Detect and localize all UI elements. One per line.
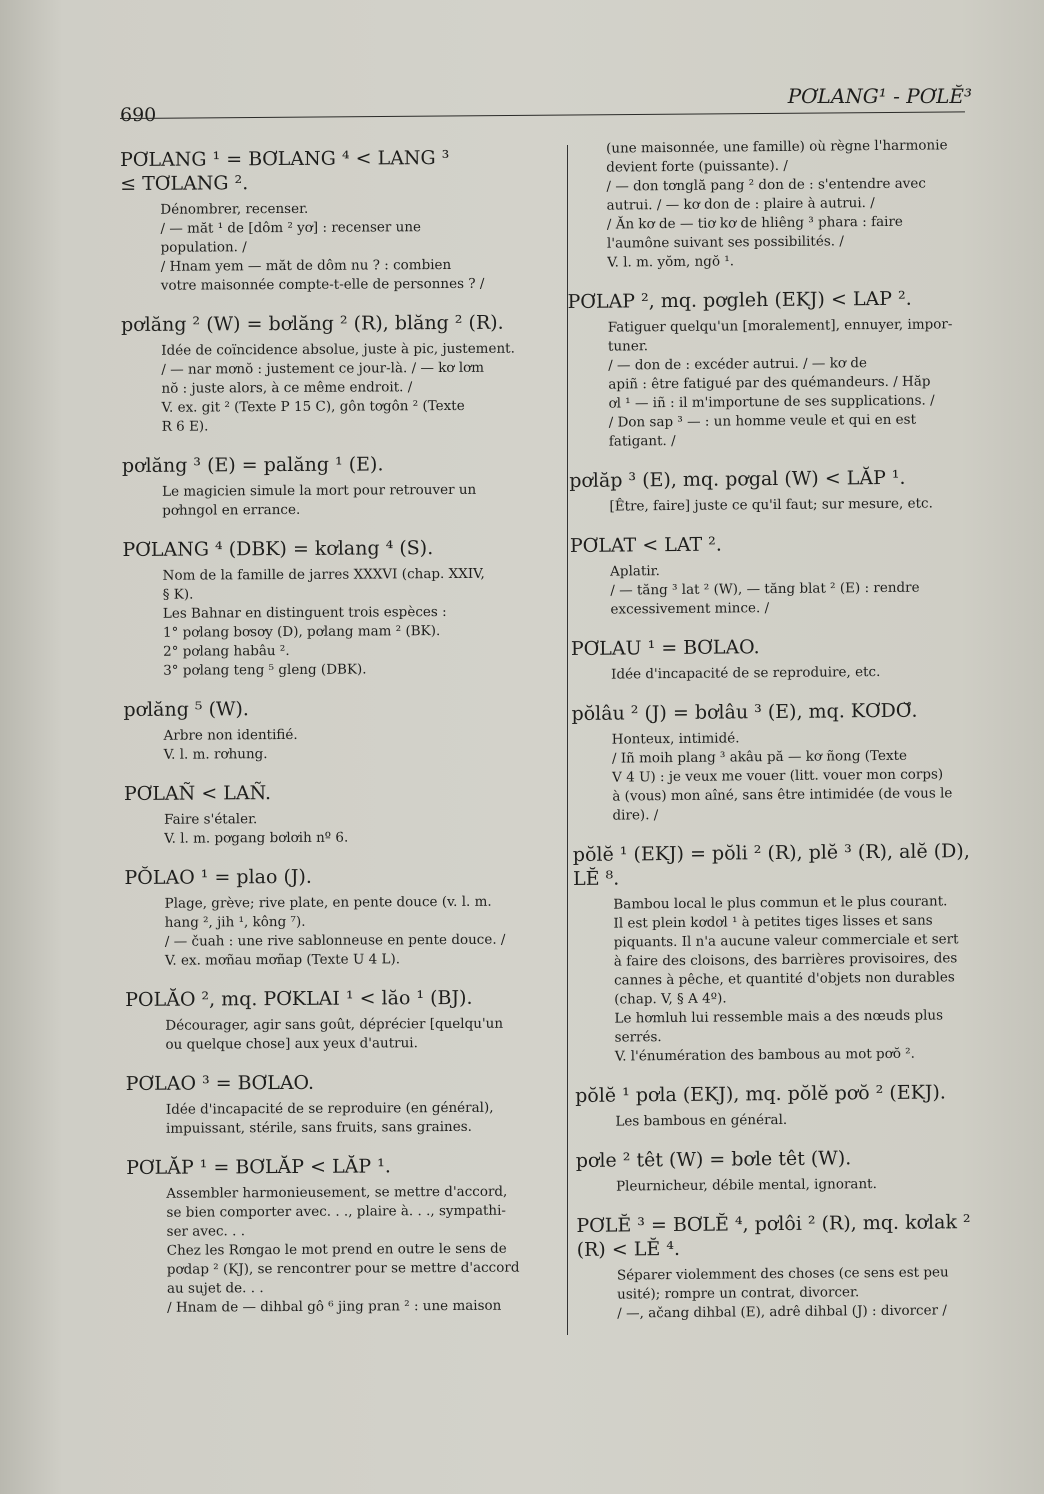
definition-line: / — măt ¹ de [dôm ² yơ] : recenser une bbox=[160, 219, 422, 237]
definition-line: Idée de coïncidence absolue, juste à pic, justement. bbox=[161, 340, 515, 359]
entry-definition bbox=[124, 808, 554, 849]
entry-definition bbox=[121, 339, 552, 437]
definition-line: l'aumône suivant ses possibilités. / bbox=[606, 233, 844, 252]
definition-line: population. / bbox=[160, 239, 247, 256]
definition-line: V 4 U) : je veux me vouer (litt. vouer mon corps) bbox=[612, 766, 944, 786]
entry-definition bbox=[573, 892, 979, 1067]
dictionary-entry bbox=[120, 145, 551, 296]
dictionary-entry bbox=[573, 839, 979, 1067]
headword-line: LĔ ⁸. bbox=[572, 867, 620, 890]
entry-headword bbox=[120, 145, 550, 196]
entry-definition bbox=[123, 564, 554, 681]
definition-line: V. l'énumération des bambous au mot pơŏ ². bbox=[614, 1045, 915, 1065]
definition-line: piquants. Il n'a aucune valeur commerciale et sert bbox=[613, 931, 959, 951]
headword-line: pŏlĕ ¹ (EKJ) = pŏli ² (R), plĕ ³ (R), alĕ (D), bbox=[572, 840, 970, 866]
dictionary-entry bbox=[124, 863, 555, 971]
definition-line: 2° pơlang habâu ². bbox=[163, 642, 290, 660]
headword-line: pơlăp ³ (E), mq. pơgal (W) < LĂP ¹. bbox=[569, 466, 906, 492]
definition-line: Plage, grève; rive plate, en pente douce (v. l. m. bbox=[164, 893, 492, 912]
definition-line: / Ăn kơ de — tiơ kơ de hliêng ³ phara : faire bbox=[606, 213, 903, 233]
definition-line: usité); rompre un contrat, divorcer. bbox=[617, 1284, 860, 1303]
definition-line: 3° pơlang teng ⁵ gleng (DBK). bbox=[163, 661, 367, 679]
definition-line: (une maisonnée, une famille) où règne l'harmonie bbox=[606, 137, 948, 157]
definition-line: Pleurnicheur, débile mental, ignorant. bbox=[615, 1176, 877, 1195]
definition-line: cannes à pêche, et quantité d'objets non durables bbox=[613, 969, 955, 989]
headword-line: PƠLANG ¹ = BƠLANG ⁴ < LANG ³ bbox=[120, 146, 450, 171]
dictionary-entry bbox=[576, 1145, 980, 1197]
dictionary-entry bbox=[121, 310, 552, 437]
entry-headword bbox=[126, 1153, 556, 1180]
definition-line: devient forte (puissante). / bbox=[606, 157, 788, 176]
entry-headword bbox=[571, 633, 975, 661]
definition-line: V. l. m. yŏm, ngŏ ¹. bbox=[607, 253, 735, 271]
headword-line: PƠLAO ³ = BƠLAO. bbox=[125, 1071, 315, 1095]
definition-line: Aplatir. bbox=[610, 563, 660, 580]
headword-line: PƠLAU ¹ = BƠLAO. bbox=[570, 636, 760, 660]
entry-definition bbox=[125, 1014, 555, 1055]
entry-headword bbox=[569, 465, 973, 493]
right-column bbox=[566, 136, 982, 1341]
entry-definition bbox=[126, 1098, 556, 1139]
entry-headword bbox=[575, 1080, 979, 1108]
headword-line: (R) < LĔ ⁴. bbox=[576, 1237, 681, 1261]
entry-headword bbox=[571, 698, 975, 726]
headword-line: PƠLAÑ < LAÑ. bbox=[123, 782, 272, 805]
definition-line: Assembler harmonieusement, se mettre d'accord, bbox=[166, 1183, 508, 1202]
left-column bbox=[120, 145, 557, 1335]
definition-line: Il est plein kơdơl ¹ à petites tiges lisses et sans bbox=[613, 912, 933, 932]
definition-line: se bien comporter avec. . ., plaire à. . ., sympathi- bbox=[166, 1202, 507, 1221]
entry-headword bbox=[576, 1210, 980, 1262]
dictionary-entry bbox=[122, 535, 553, 681]
definition-line: Honteux, intimidé. bbox=[611, 730, 740, 748]
definition-line: R 6 E). bbox=[161, 418, 209, 435]
dictionary-entry bbox=[123, 695, 553, 765]
dictionary-entry bbox=[575, 1080, 979, 1132]
dictionary-entry bbox=[126, 1069, 556, 1139]
dictionary-entry bbox=[571, 698, 976, 826]
definition-line: § K). bbox=[162, 586, 194, 603]
dictionary-entry bbox=[124, 779, 554, 849]
dictionary-entry bbox=[566, 136, 971, 273]
definition-line: impuissant, stérile, sans fruits, sans graines. bbox=[165, 1118, 472, 1137]
definition-line: V. ex. mơñau mơñap (Texte U 4 L). bbox=[164, 951, 401, 969]
definition-line: / —, ačang dihbal (E), adrê dihbal (J) : divorcer / bbox=[617, 1302, 947, 1322]
headword-line: pŏlâu ² (J) = bơlâu ³ (E), mq. KƠDƠ̆. bbox=[571, 699, 918, 725]
entry-definition bbox=[125, 892, 555, 971]
headword-line: pơlăng ³ (E) = palăng ¹ (E). bbox=[121, 453, 384, 477]
definition-line: [Être, faire] juste ce qu'il faut; sur mesure, etc. bbox=[609, 495, 933, 515]
definition-line: Nom de la famille de jarres XXXVI (chap. XXIV, bbox=[162, 565, 485, 584]
definition-line: Dénombrer, recenser. bbox=[160, 200, 309, 218]
running-head: PƠLANG¹ - PƠLĔ³ bbox=[787, 84, 972, 108]
definition-line: V. l. m. pơgang bơlơih nº 6. bbox=[164, 829, 349, 847]
definition-line: Fatiguer quelqu'un [moralement], ennuyer, impor- bbox=[607, 316, 953, 336]
definition-line: Le hơmluh lui ressemble mais a des nœuds plus bbox=[614, 1007, 944, 1027]
dictionary-entry bbox=[567, 286, 973, 452]
entry-definition bbox=[577, 1263, 982, 1324]
definition-line: Décourager, agir sans goût, déprécier [quelqu'un bbox=[165, 1015, 504, 1034]
entry-definition bbox=[126, 1182, 557, 1318]
headword-line: ≤ TƠLANG ². bbox=[120, 172, 249, 195]
entry-definition bbox=[566, 136, 971, 273]
definition-line: V. l. m. rơhung. bbox=[163, 746, 268, 763]
definition-line: Faire s'étaler. bbox=[164, 811, 258, 828]
entry-headword bbox=[570, 530, 974, 558]
definition-line: à faire des cloisons, des barrières provisoires, des bbox=[613, 950, 958, 970]
definition-line: tuner. bbox=[607, 338, 649, 355]
headword-line: PƠLAT < LAT ². bbox=[569, 533, 722, 557]
definition-line: Les bambous en général. bbox=[615, 1111, 788, 1130]
entry-headword bbox=[122, 535, 552, 562]
headword-line: pơlăng ² (W) = bơlăng ² (R), blăng ² (R). bbox=[121, 311, 504, 336]
definition-line: hang ², jih ¹, kông ⁷). bbox=[164, 913, 306, 931]
definition-line: Arbre non identifié. bbox=[163, 726, 298, 744]
definition-line: Idée d'incapacité de se reproduire (en général), bbox=[165, 1099, 494, 1118]
definition-line: / Don sap ³ — : un homme veule et qui en est bbox=[608, 411, 917, 431]
headword-line: PŎLAO ¹ = plao (J). bbox=[124, 865, 312, 889]
definition-line: Séparer violemment des choses (ce sens est peu bbox=[616, 1264, 949, 1284]
definition-line: votre maisonnée compte-t-elle de personnes ? / bbox=[160, 275, 485, 294]
definition-line: (chap. V, § A 4º). bbox=[614, 990, 727, 1008]
definition-line: au sujet de. . . bbox=[166, 1280, 264, 1297]
dictionary-entry bbox=[571, 633, 975, 685]
definition-line: fatigant. / bbox=[608, 432, 676, 450]
entry-headword bbox=[576, 1145, 980, 1173]
dictionary-entry bbox=[125, 985, 555, 1055]
headword-line: POLĂO ², mq. PƠKLAI ¹ < lăo ¹ (BJ). bbox=[125, 986, 473, 1011]
definition-line: / — čuah : une rive sablonneuse en pente douce. / bbox=[164, 931, 506, 950]
entry-definition bbox=[569, 494, 973, 517]
definition-line: Idée d'incapacité de se reproduire, etc. bbox=[611, 664, 881, 683]
entry-definition bbox=[120, 198, 551, 296]
entry-definition bbox=[570, 559, 975, 620]
headword-line: pơle ² têt (W) = bơle têt (W). bbox=[575, 1147, 852, 1172]
definition-line: 1° pơlang bơsơy (D), pơlang mam ² (BK). bbox=[162, 623, 441, 641]
definition-line: / Hnam de — dihbal gô ⁶ jing pran ² : une maison bbox=[167, 1297, 502, 1316]
page-number: 690 bbox=[120, 104, 157, 126]
definition-line: Chez les Rơngao le mot prend en outre le sens de bbox=[166, 1240, 507, 1259]
definition-line: excessivement mince. / bbox=[610, 600, 770, 618]
definition-line: Les Bahnar en distinguent trois espèces : bbox=[162, 604, 447, 622]
entry-definition bbox=[124, 724, 554, 765]
entry-headword bbox=[123, 695, 553, 722]
entry-definition bbox=[572, 727, 977, 826]
dictionary-entry bbox=[576, 1210, 981, 1324]
definition-line: Bambou local le plus commun et le plus courant. bbox=[613, 893, 948, 913]
definition-line: apiñ : être fatigué par des quémandeurs. / Hăp bbox=[608, 373, 931, 393]
entry-definition bbox=[122, 480, 552, 521]
headword-line: PƠLAP ², mq. pơgleh (EKJ) < LAP ². bbox=[567, 287, 912, 313]
definition-line: autrui. / — kơ don de : plaire à autrui. / bbox=[606, 195, 875, 214]
entry-headword bbox=[122, 451, 552, 478]
definition-line: pơhngol en errance. bbox=[162, 501, 301, 519]
dictionary-entry bbox=[122, 451, 552, 521]
entry-headword bbox=[124, 863, 554, 890]
entry-headword bbox=[121, 310, 551, 337]
entry-definition bbox=[575, 1109, 979, 1132]
entry-headword bbox=[573, 839, 977, 891]
entry-definition bbox=[571, 662, 975, 685]
headword-line: pŏlĕ ¹ pơla (EKJ), mq. pŏlĕ pơŏ ² (EKJ). bbox=[575, 1081, 947, 1107]
header-rule bbox=[120, 111, 965, 119]
definition-line: V. ex. git ² (Texte P 15 C), gôn tơgôn ² (Texte bbox=[161, 397, 465, 416]
dictionary-entry bbox=[570, 530, 975, 620]
definition-line: dire). / bbox=[612, 807, 659, 824]
definition-line: / — nar mơnŏ : justement ce jour-là. / — kơ lơm bbox=[161, 359, 485, 378]
headword-line: pơlăng ⁵ (W). bbox=[123, 698, 249, 721]
entry-definition bbox=[576, 1174, 980, 1197]
definition-line: ơl ¹ — iñ : il m'importune de ses supplications. / bbox=[608, 392, 935, 412]
headword-line: PƠLĔ ³ = BƠLĔ ⁴, pơlôi ² (R), mq. kơlak ² bbox=[576, 1211, 971, 1237]
definition-line: à (vous) mon aîné, sans être intimidée (de vous le bbox=[612, 785, 953, 805]
entry-definition bbox=[568, 315, 973, 452]
entry-headword bbox=[124, 779, 554, 806]
definition-line: / — tăng ³ lat ² (W), — tăng blat ² (E) : rendre bbox=[610, 579, 920, 599]
definition-line: / Hnam yem — măt de dôm nu ? : combien bbox=[160, 256, 452, 275]
definition-line: / — don tơnglă pang ² don de : s'entendre avec bbox=[606, 175, 927, 195]
definition-line: Le magicien simule la mort pour retrouver un bbox=[162, 481, 477, 500]
headword-line: PƠLANG ⁴ (DBK) = kơlang ⁴ (S). bbox=[122, 537, 434, 561]
headword-line: PƠLĂP ¹ = BƠLĂP < LĂP ¹. bbox=[126, 1155, 391, 1179]
entry-headword bbox=[125, 985, 555, 1012]
definition-line: serrés. bbox=[614, 1029, 662, 1046]
definition-line: nŏ : juste alors, à ce même endroit. / bbox=[161, 379, 413, 397]
dictionary-entry bbox=[569, 465, 973, 517]
entry-headword bbox=[567, 286, 971, 314]
entry-headword bbox=[126, 1069, 556, 1096]
definition-line: ser avec. . . bbox=[166, 1223, 246, 1240]
definition-line: / — don de : excéder autrui. / — kơ de bbox=[608, 355, 867, 374]
definition-line: / Iñ moih plang ³ akâu pă — kơ ñong (Texte bbox=[611, 747, 908, 767]
definition-line: pơdap ² (KJ), se rencontrer pour se mettre d'accord bbox=[166, 1259, 520, 1278]
dictionary-entry bbox=[126, 1153, 557, 1318]
definition-line: ou quelque chose] aux yeux d'autrui. bbox=[165, 1035, 418, 1053]
